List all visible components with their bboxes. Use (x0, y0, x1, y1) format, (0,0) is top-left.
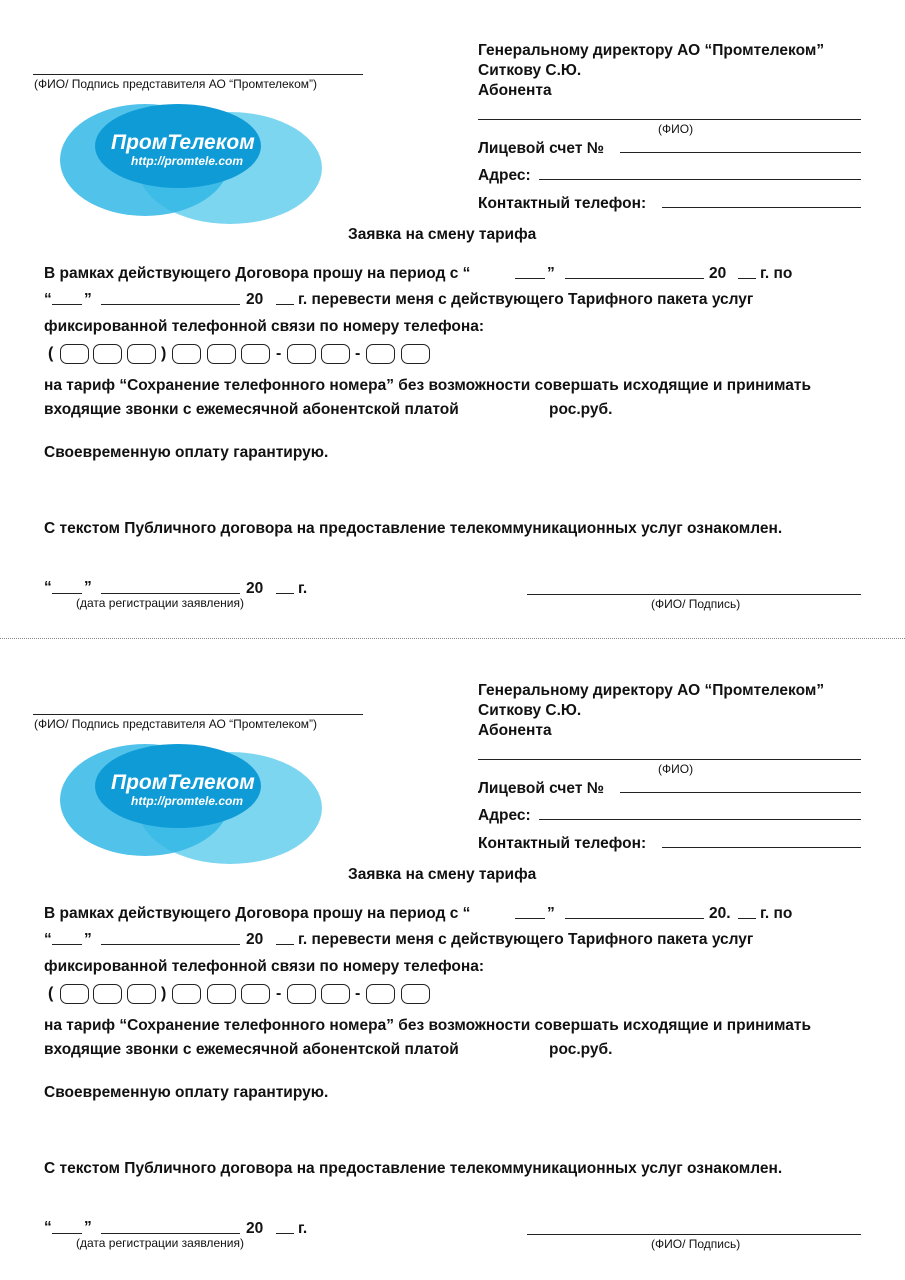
phone-digit-box[interactable] (401, 984, 430, 1004)
phone-digit-box[interactable] (93, 984, 122, 1004)
form-title: Заявка на смену тарифа (348, 866, 537, 883)
account-number-field[interactable] (620, 152, 861, 153)
agreement-acknowledgement: С текстом Публичного договора на предоставление телекоммуникационных услуг ознакомлен. (44, 520, 783, 537)
registration-day-field[interactable] (52, 593, 82, 594)
registration-month-field[interactable] (101, 1233, 240, 1234)
phone-digit-box[interactable] (207, 344, 236, 364)
tariff-change-form (0, 640, 905, 1280)
phone-paren-close: ) (161, 345, 167, 362)
period-start-year-field[interactable] (738, 278, 756, 279)
logo-name: ПромТелеком (111, 131, 255, 154)
phone-dash: - (276, 345, 282, 362)
registration-year-field[interactable] (276, 593, 294, 594)
period-text: В рамках действующего Договора прошу на период с “ (44, 905, 471, 922)
phone-paren-open: ( (48, 345, 54, 362)
phone-digit-box[interactable] (366, 344, 395, 364)
addressee-line-1: Генеральному директору АО “Промтелеком” (478, 682, 825, 699)
registration-quote-close: ” (84, 579, 92, 596)
phone-digit-box[interactable] (127, 984, 156, 1004)
registration-year-suffix: г. (298, 1220, 308, 1237)
contact-phone-label: Контактный телефон: (478, 835, 647, 852)
address-label: Адрес: (478, 167, 531, 184)
period-end-year-field[interactable] (276, 304, 294, 305)
monthly-fee-text: входящие звонки с ежемесячной абонентской платой (44, 401, 459, 418)
subscriber-signature-line[interactable] (527, 1234, 861, 1235)
representative-caption: (ФИО/ Подпись представителя АО “Промтелеком”) (34, 717, 317, 731)
payment-guarantee: Своевременную оплату гарантирую. (44, 1084, 329, 1101)
subscriber-signature-line[interactable] (527, 594, 861, 595)
period-start-month-field[interactable] (565, 278, 704, 279)
phone-paren-open: ( (48, 985, 54, 1002)
payment-guarantee: Своевременную оплату гарантирую. (44, 444, 329, 461)
fee-currency: рос.руб. (549, 401, 613, 418)
account-number-label: Лицевой счет № (478, 780, 604, 797)
tariff-description: на тариф “Сохранение телефонного номера” без возможности совершать исходящие и принимать (44, 377, 811, 394)
period-end-quote-close: ” (84, 931, 92, 948)
period-text: В рамках действующего Договора прошу на период с “ (44, 265, 471, 282)
signature-caption: (ФИО/ Подпись) (651, 597, 741, 611)
phone-dash: - (355, 985, 361, 1002)
phone-paren-close: ) (161, 985, 167, 1002)
promtelecom-logo (60, 90, 325, 228)
agreement-acknowledgement: С текстом Публичного договора на предоставление телекоммуникационных услуг ознакомлен. (44, 1160, 783, 1177)
tariff-description: на тариф “Сохранение телефонного номера” без возможности совершать исходящие и принимать (44, 1017, 811, 1034)
period-start-month-field[interactable] (565, 918, 704, 919)
phone-digit-box[interactable] (60, 344, 89, 364)
addressee-line-1: Генеральному директору АО “Промтелеком” (478, 42, 825, 59)
subscriber-name-field[interactable] (478, 119, 861, 120)
transfer-text: г. перевести меня с действующего Тарифного пакета услуг (298, 931, 754, 948)
account-number-field[interactable] (620, 792, 861, 793)
period-end-day-field[interactable] (52, 944, 82, 945)
phone-digit-box[interactable] (366, 984, 395, 1004)
phone-digit-box[interactable] (207, 984, 236, 1004)
period-start-day-field[interactable] (515, 278, 545, 279)
representative-caption: (ФИО/ Подпись представителя АО “Промтелеком”) (34, 77, 317, 91)
period-start-day-field[interactable] (515, 918, 545, 919)
form-title: Заявка на смену тарифа (348, 226, 537, 243)
logo-name: ПромТелеком (111, 771, 255, 794)
phone-digit-box[interactable] (60, 984, 89, 1004)
transfer-text: г. перевести меня с действующего Тарифного пакета услуг (298, 291, 754, 308)
phone-digit-box[interactable] (241, 984, 270, 1004)
cut-line-divider (0, 638, 905, 639)
phone-digit-box[interactable] (287, 984, 316, 1004)
phone-digit-box[interactable] (401, 344, 430, 364)
phone-digit-box[interactable] (172, 344, 201, 364)
period-end-year-prefix: 20 (246, 931, 264, 948)
addressee-line-3: Абонента (478, 722, 552, 739)
fee-currency: рос.руб. (549, 1041, 613, 1058)
addressee-line-2: Ситкову С.Ю. (478, 702, 582, 719)
registration-quote-close: ” (84, 1219, 92, 1236)
registration-year-prefix: 20 (246, 580, 264, 597)
signature-caption: (ФИО/ Подпись) (651, 1237, 741, 1251)
phone-digit-box[interactable] (93, 344, 122, 364)
period-end-month-field[interactable] (101, 304, 240, 305)
subscriber-name-field[interactable] (478, 759, 861, 760)
period-start-year-prefix: 20. (709, 905, 731, 922)
logo-url: http://promtele.com (131, 794, 244, 808)
contact-phone-label: Контактный телефон: (478, 195, 647, 212)
phone-digit-box[interactable] (287, 344, 316, 364)
phone-digit-box[interactable] (241, 344, 270, 364)
phone-digit-box[interactable] (321, 344, 350, 364)
period-end-day-field[interactable] (52, 304, 82, 305)
registration-date-caption: (дата регистрации заявления) (76, 1236, 244, 1250)
phone-digit-box[interactable] (127, 344, 156, 364)
period-end-month-field[interactable] (101, 944, 240, 945)
representative-signature-line[interactable] (33, 74, 363, 75)
registration-year-field[interactable] (276, 1233, 294, 1234)
period-start-year-suffix: г. по (760, 905, 793, 922)
registration-date-caption: (дата регистрации заявления) (76, 596, 244, 610)
period-start-year-prefix: 20 (709, 265, 727, 282)
registration-year-suffix: г. (298, 580, 308, 597)
registration-quote-open: “ (44, 579, 52, 596)
address-label: Адрес: (478, 807, 531, 824)
fio-caption: (ФИО) (658, 762, 694, 776)
period-start-year-suffix: г. по (760, 265, 793, 282)
addressee-line-2: Ситкову С.Ю. (478, 62, 582, 79)
logo-url: http://promtele.com (131, 154, 244, 168)
monthly-fee-text: входящие звонки с ежемесячной абонентской платой (44, 1041, 459, 1058)
representative-signature-line[interactable] (33, 714, 363, 715)
fio-caption: (ФИО) (658, 122, 694, 136)
period-start-year-field[interactable] (738, 918, 756, 919)
promtelecom-logo (60, 730, 325, 868)
phone-number-intro: фиксированной телефонной связи по номеру телефона: (44, 958, 485, 975)
phone-number-intro: фиксированной телефонной связи по номеру телефона: (44, 318, 485, 335)
phone-digit-box[interactable] (321, 984, 350, 1004)
address-field[interactable] (539, 819, 861, 820)
contact-phone-field[interactable] (662, 847, 861, 848)
registration-quote-open: “ (44, 1219, 52, 1236)
account-number-label: Лицевой счет № (478, 140, 604, 157)
registration-month-field[interactable] (101, 593, 240, 594)
period-end-quote-open: “ (44, 291, 52, 308)
contact-phone-field[interactable] (662, 207, 861, 208)
period-end-year-field[interactable] (276, 944, 294, 945)
registration-day-field[interactable] (52, 1233, 82, 1234)
addressee-line-3: Абонента (478, 82, 552, 99)
period-end-quote-close: ” (84, 291, 92, 308)
period-start-quote-close: ” (547, 265, 555, 282)
period-end-quote-open: “ (44, 931, 52, 948)
address-field[interactable] (539, 179, 861, 180)
phone-digit-box[interactable] (172, 984, 201, 1004)
period-end-year-prefix: 20 (246, 291, 264, 308)
phone-dash: - (276, 985, 282, 1002)
registration-year-prefix: 20 (246, 1220, 264, 1237)
phone-dash: - (355, 345, 361, 362)
period-start-quote-close: ” (547, 905, 555, 922)
